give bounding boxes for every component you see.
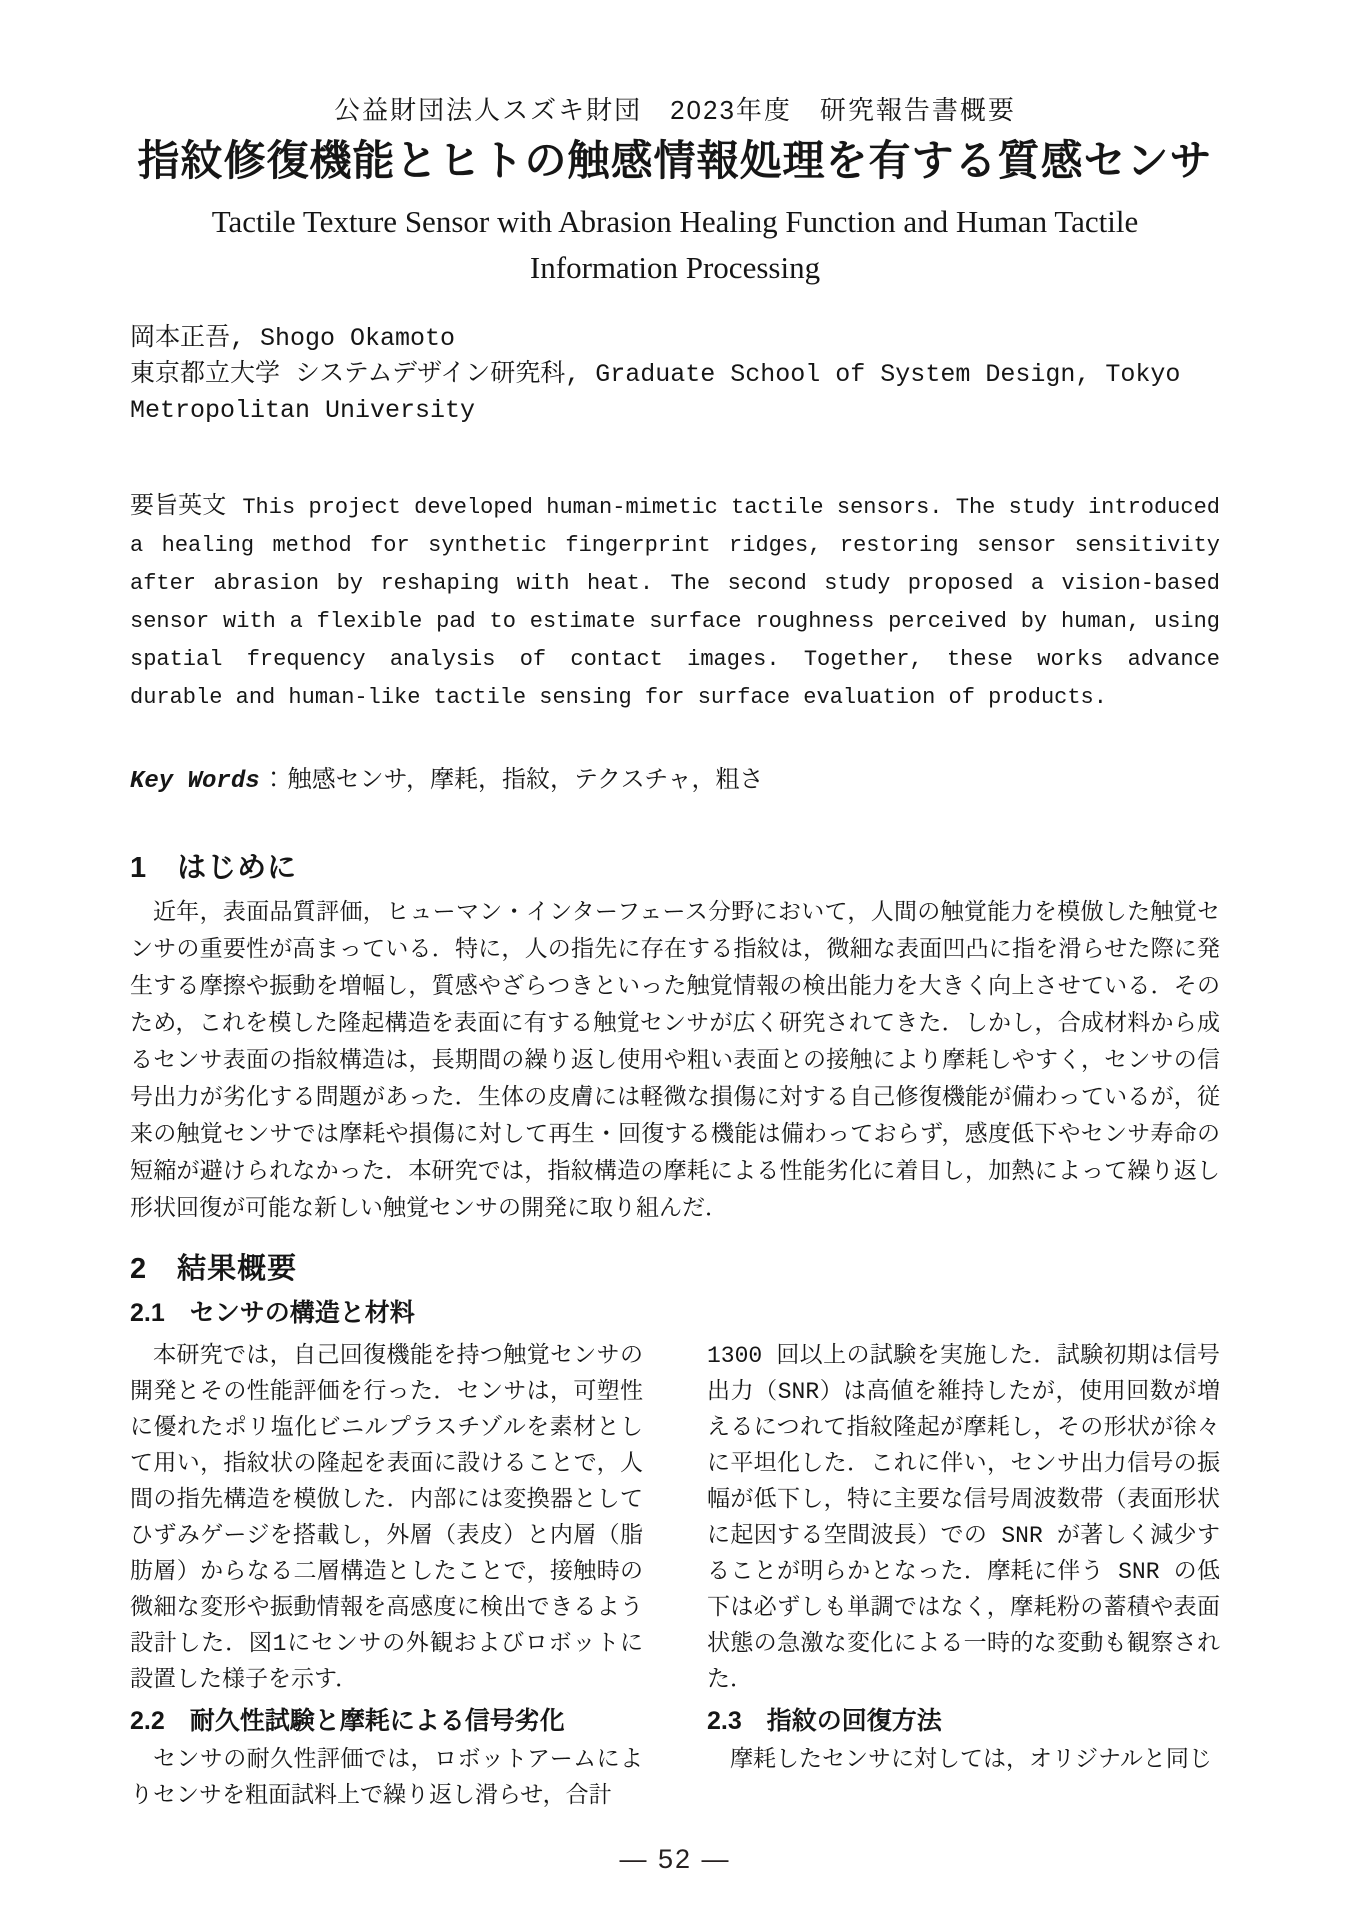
section-2-2-heading: 2.2 耐久性試験と摩耗による信号劣化 [130, 1707, 565, 1735]
abstract-paragraph [130, 489, 1220, 717]
paper-title-en: Tactile Texture Sensor with Abrasion Healing Function and Human Tactile Information Processing [211, 204, 1139, 285]
section-2-1-body: 本研究では，自己回復機能を持つ触覚センサの開発とその性能評価を行った．センサは，可塑性に優れたポリ塩化ビニルプラスチゾルを素材として用い，指紋状の隆起を表面に設けることで，人間の指先構造を模倣した．内部には変換器としてひずみゲージを搭載し，外層（表皮）と内層（脂肪層）からなる二層構造としたことで，接触時の微細な変形や振動情報を高感度に検出できるよう設計した．図1にセンサの外観およびロボットに設置した様子を示す． [130, 1343, 643, 1693]
paper-title-ja: 指紋修復機能とヒトの触感情報処理を有する質感センサ [137, 137, 1213, 184]
two-column-area [130, 1338, 1220, 1814]
author-name: 岡本正吾, Shogo Okamoto [130, 324, 456, 353]
affiliation: 東京都立大学 システムデザイン研究科, Graduate School of System Design, Tokyo Metropolitan University [130, 360, 1181, 425]
right-column [707, 1338, 1220, 1814]
section-2-3-body: 摩耗したセンサに対しては，オリジナルと同じ [730, 1747, 1212, 1773]
keywords-line [130, 765, 1220, 799]
keywords-label: Key Words [130, 768, 260, 795]
section-1-heading: 1 はじめに [130, 852, 298, 884]
section-2-3-heading: 2.3 指紋の回復方法 [707, 1707, 942, 1735]
page-number: ― 52 ― [619, 1844, 731, 1874]
section-2-1-heading: 2.1 センサの構造と材料 [130, 1299, 415, 1327]
abstract-label: 要旨英文 [130, 494, 227, 521]
section-2-2-body-right: 1300 回以上の試験を実施した．試験初期は信号出力（SNR）は高値を維持したが，使用回数が増えるにつれて指紋隆起が摩耗し，その形状が徐々に平坦化した．これに伴い，センサ出力信号の振幅が低下し，特に主要な信号周波数帯（表面形状に起因する空間波長）での SNR が著しく減少することが明らかとなった．摩耗に伴う SNR の低下は必ずしも単調ではなく，摩耗粉の蓄積や表面状態の急激な変化による一時的な変動も観察された． [707, 1343, 1220, 1693]
report-series-line: 公益財団法人スズキ財団 2023年度 研究報告書概要 [334, 95, 1016, 125]
section-1-body: 近年，表面品質評価，ヒューマン・インターフェース分野において，人間の触覚能力を模倣した触覚センサの重要性が高まっている．特に，人の指先に存在する指紋は，微細な表面凹凸に指を滑らせた際に発生する摩擦や振動を増幅し，質感やざらつきといった触覚情報の検出能力を大きく向上させている．そのため，これを模した隆起構造を表面に有する触覚センサが広く研究されてきた．しかし，合成材料から成るセンサ表面の指紋構造は，長期間の繰り返し使用や粗い表面との接触により摩耗しやすく，センサの信号出力が劣化する問題があった．生体の皮膚には軽微な損傷に対する自己修復機能が備わっているが，従来の触覚センサでは摩耗や損傷に対して再生・回復する機能は備わっておらず，感度低下やセンサ寿命の短縮が避けられなかった．本研究では，指紋構造の摩耗による性能劣化に着目し，加熱によって繰り返し形状回復が可能な新しい触覚センサの開発に取り組んだ． [130, 900, 1220, 1222]
keywords-text: 触感センサ，摩耗，指紋，テクスチャ，粗さ [287, 768, 764, 795]
section-2-heading: 2 結果概要 [130, 1253, 298, 1285]
section-2-2-body-left: センサの耐久性評価では，ロボットアームによりセンサを粗面試料上で繰り返し滑らせ，合計 [130, 1747, 643, 1809]
author-block [130, 321, 1220, 429]
left-column [130, 1338, 643, 1814]
keywords-separator: ： [261, 768, 286, 795]
abstract-text: This project developed human-mimetic tactile sensors. The study introduced a healing method for synthetic fingerprint ridges, restoring sensor sensitivity after abrasion by reshaping with heat. The second study proposed a vision-based sensor with a flexible pad to estimate surface roughness perceived by human, using spatial frequency analysis of contact images. Together, these works advance durable and human-like tactile sensing for surface evaluation of products. [130, 495, 1220, 710]
